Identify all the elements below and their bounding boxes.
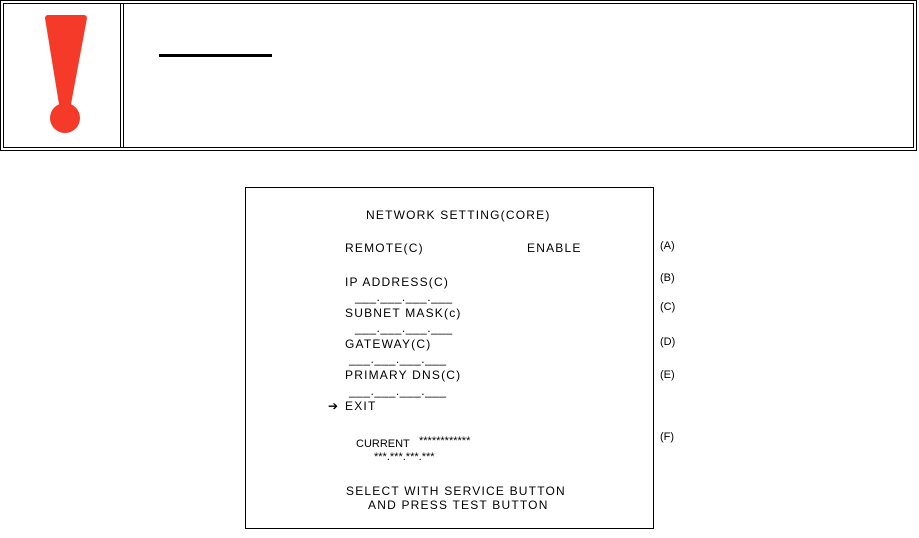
subnet-mask-label[interactable]: SUBNET MASK(c)	[345, 306, 462, 320]
callout-e: (E)	[660, 369, 675, 381]
current-label: CURRENT	[356, 438, 410, 450]
callout-d: (D)	[660, 336, 676, 348]
ip-address-value: ___.___.___.___	[355, 290, 453, 304]
instruction-line-2: AND PRESS TEST BUTTON	[368, 498, 549, 512]
exclamation-icon	[4, 4, 121, 147]
current-ip: ***.***.***.***	[374, 451, 435, 463]
warning-box	[0, 0, 917, 151]
gateway-label[interactable]: GATEWAY(C)	[345, 337, 432, 351]
primary-dns-value: ___.___.___.___	[349, 384, 447, 398]
subnet-mask-value: ___.___.___.___	[355, 321, 453, 335]
warning-heading-rule	[159, 54, 272, 57]
callout-a: (A)	[660, 240, 675, 252]
network-setting-screen	[245, 187, 654, 529]
warning-box-inner	[3, 3, 914, 148]
remote-label[interactable]: REMOTE(C)	[345, 241, 424, 255]
callout-c: (C)	[660, 301, 676, 313]
primary-dns-label[interactable]: PRIMARY DNS(C)	[345, 368, 462, 382]
screen-title: NETWORK SETTING(CORE)	[366, 208, 551, 222]
remote-value: ENABLE	[527, 241, 582, 255]
instruction-line-1: SELECT WITH SERVICE BUTTON	[346, 484, 566, 498]
callout-b: (B)	[660, 272, 675, 284]
gateway-value: ___.___.___.___	[349, 352, 447, 366]
ip-address-label[interactable]: IP ADDRESS(C)	[345, 275, 450, 289]
exit-item[interactable]: EXIT	[345, 399, 377, 413]
warning-divider	[120, 4, 121, 147]
exit-arrow-icon: ➔	[328, 399, 339, 413]
warning-divider-inner	[123, 4, 124, 147]
callout-f: (F)	[660, 431, 675, 443]
current-mask: ************	[419, 435, 471, 447]
